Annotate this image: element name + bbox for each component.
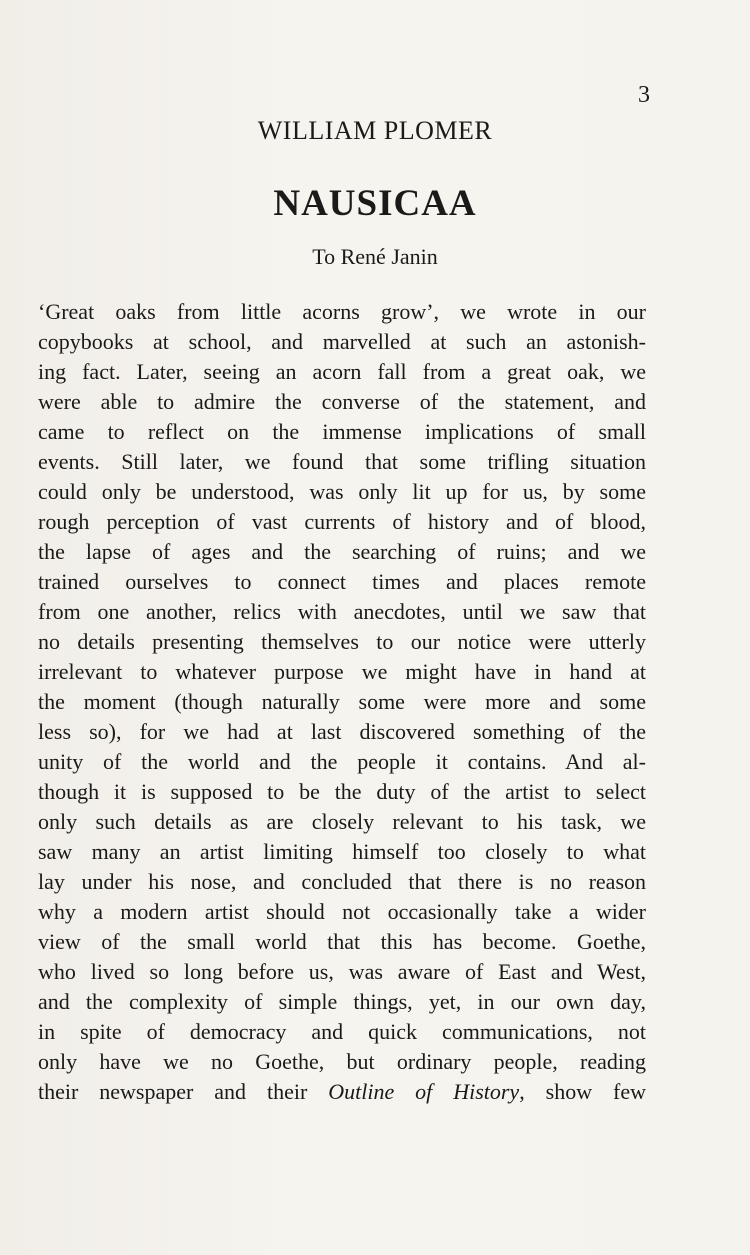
text-line: the lapse of ages and the searching of ruins; and we: [38, 539, 646, 564]
text-line-last: [38, 1077, 646, 1107]
text-line: the moment (though naturally some were more and some: [38, 689, 646, 714]
text-line: though it is supposed to be the duty of the artist to select: [38, 779, 646, 804]
text-line: and the complexity of simple things, yet, in our own day,: [38, 989, 646, 1014]
text-line: copybooks at school, and marvelled at such an astonish-: [38, 329, 646, 354]
text-line: no details presenting themselves to our notice were utterly: [38, 629, 646, 654]
book-title-italic: Outline of History: [328, 1079, 520, 1104]
text-line: could only be understood, was only lit up for us, by some: [38, 479, 646, 504]
text-line: only have we no Goethe, but ordinary people, reading: [38, 1049, 646, 1074]
text-line: trained ourselves to connect times and places remote: [38, 569, 646, 594]
text-line: ‘Great oaks from little acorns grow’, we wrote in our: [38, 299, 646, 324]
page-number: 3: [638, 82, 650, 108]
article-title: NAUSICAA: [273, 183, 477, 224]
text-line: saw many an artist limiting himself too closely to what: [38, 839, 646, 864]
text-fragment: , show few: [519, 1079, 647, 1104]
dedication: To René Janin: [312, 244, 438, 269]
body-paragraph: [38, 297, 646, 1107]
text-line: rough perception of vast currents of history and of blood,: [38, 509, 646, 534]
text-line: were able to admire the converse of the statement, and: [38, 389, 646, 414]
text-line: from one another, relics with anecdotes, until we saw that: [38, 599, 646, 624]
text-line: events. Still later, we found that some trifling situation: [38, 449, 646, 474]
text-line: only such details as are closely relevant to his task, we: [38, 809, 646, 834]
text-line: who lived so long before us, was aware of East and West,: [38, 959, 646, 984]
text-line: why a modern artist should not occasionally take a wider: [38, 899, 646, 924]
text-line: came to reflect on the immense implications of small: [38, 419, 646, 444]
text-line: view of the small world that this has become. Goethe,: [38, 929, 646, 954]
text-line: lay under his nose, and concluded that there is no reason: [38, 869, 646, 894]
text-line: irrelevant to whatever purpose we might have in hand at: [38, 659, 646, 684]
text-line: less so), for we had at last discovered something of the: [38, 719, 646, 744]
text-line: ing fact. Later, seeing an acorn fall from a great oak, we: [38, 359, 646, 384]
author-heading: WILLIAM PLOMER: [257, 116, 493, 145]
text-fragment: their newspaper and their: [38, 1079, 308, 1104]
text-line: unity of the world and the people it contains. And al-: [38, 749, 646, 774]
text-line: in spite of democracy and quick communications, not: [38, 1019, 646, 1044]
